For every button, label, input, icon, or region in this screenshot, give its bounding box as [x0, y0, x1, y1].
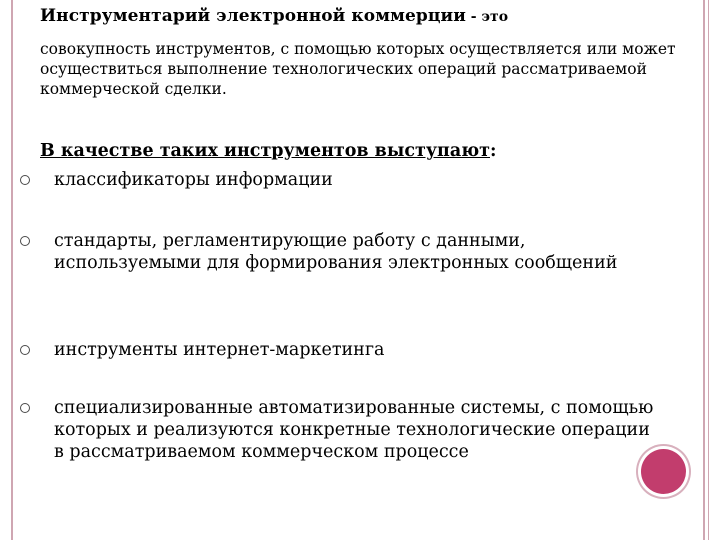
intro-paragraph: [40, 5, 680, 99]
intro-term-tail: - это: [465, 9, 509, 25]
list-lead-text: В качестве таких инструментов выступают: [40, 141, 490, 161]
list-item: инструменты интернет-маркетинга: [54, 340, 385, 360]
bullet-circle-icon: [20, 345, 30, 355]
bullet-circle-icon: [20, 175, 30, 185]
list-item: стандарты, регламентирующие работу с данными, используемыми для формирования электронных сообщений: [54, 231, 618, 273]
list-item: специализированные автоматизированные системы, с помощью которых и реализуются конкретные технологические операции в рассматриваемом коммерческом процессе: [54, 398, 654, 462]
right-border-line-outer: [703, 0, 705, 540]
bullet-circle-icon: [20, 236, 30, 246]
list-lead-colon: :: [490, 141, 497, 161]
intro-term: Инструментарий электронной коммерции: [40, 6, 466, 26]
left-border-line: [11, 0, 13, 540]
right-border-line-inner: [708, 0, 709, 540]
bullet-circle-icon: [20, 403, 30, 413]
intro-first-line: [40, 5, 680, 39]
list-item: классификаторы информации: [54, 170, 333, 190]
list-lead-heading: [40, 140, 496, 162]
decorative-circle: [641, 449, 686, 494]
intro-definition: совокупность инструментов, с помощью которых осуществляется или может осуществиться выполнение технологических операций рассматриваемой коммерческой сделки.: [40, 40, 676, 98]
